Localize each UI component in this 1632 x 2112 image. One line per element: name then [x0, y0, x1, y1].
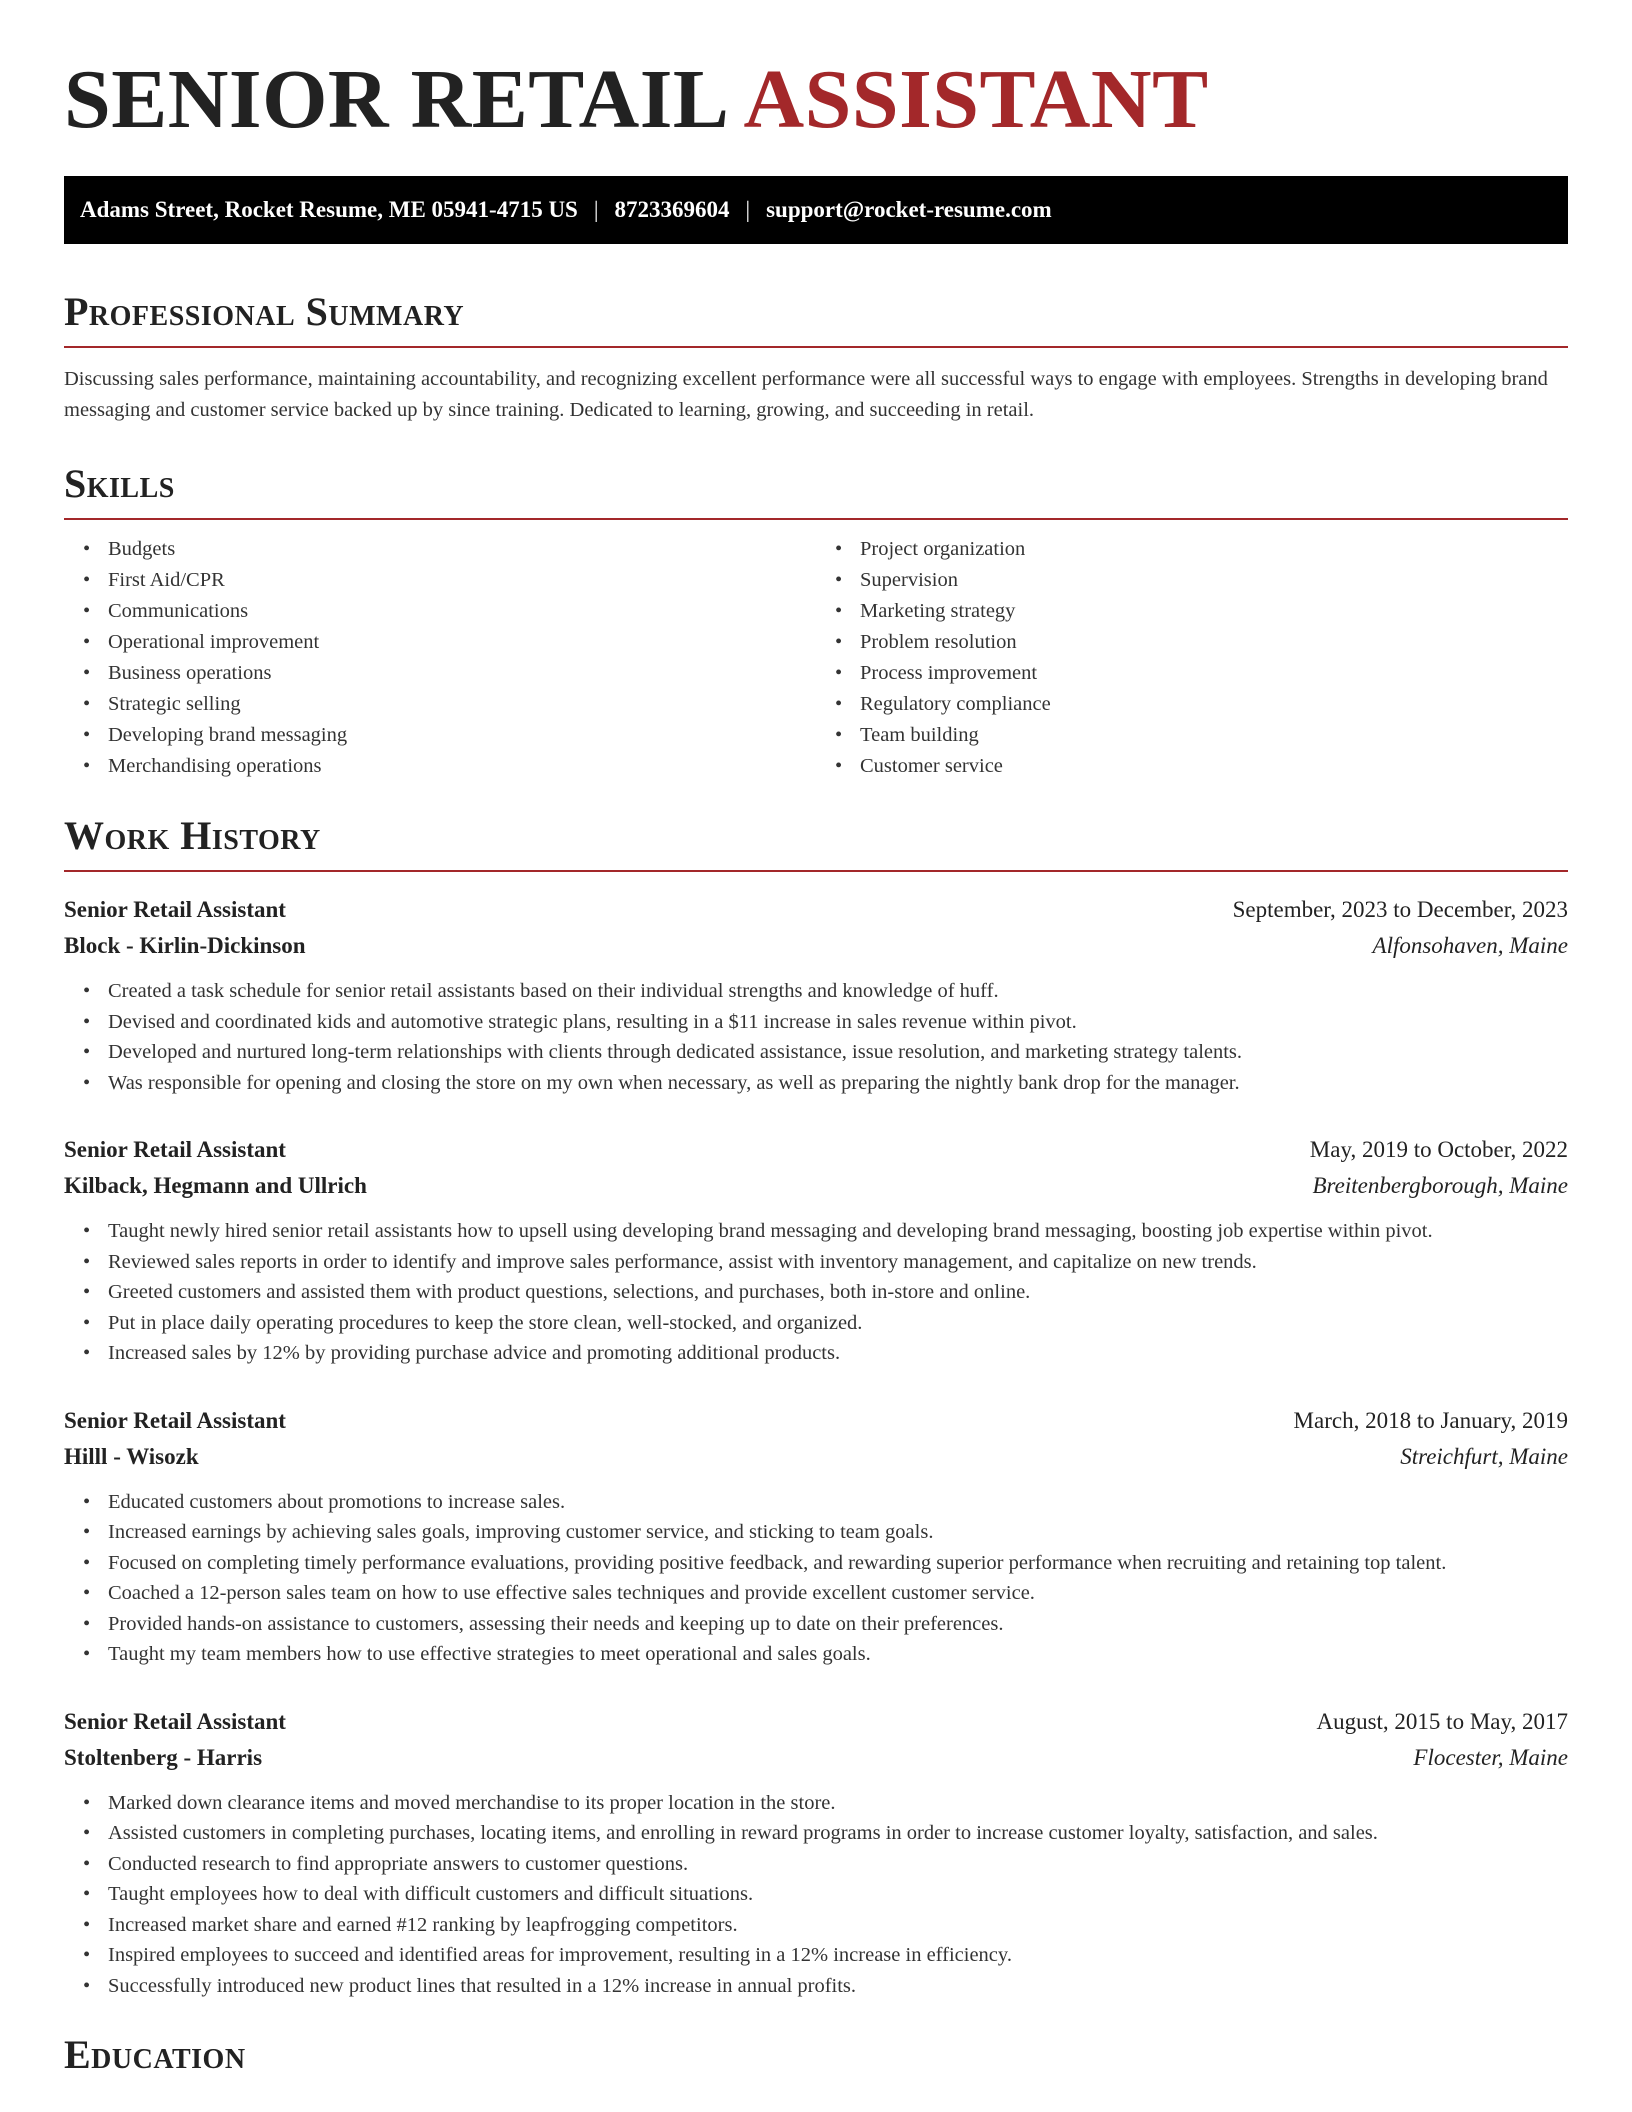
job-bullet: • Marked down clearance items and moved merchandise to its proper location in the store.: [108, 1788, 1568, 1819]
skills-column-left: [64, 534, 816, 782]
skill-item: • Budgets: [108, 534, 816, 565]
job-header: [64, 1403, 1568, 1439]
job-entry: [64, 1704, 1568, 2002]
summary-heading: Professional Summary: [64, 292, 1568, 348]
job-bullets: [64, 1216, 1568, 1369]
skill-item: • Customer service: [860, 751, 1568, 782]
skill-item: • Team building: [860, 720, 1568, 751]
job-dates: May, 2019 to October, 2022: [1309, 1137, 1568, 1162]
job-bullet: • Reviewed sales reports in order to identify and improve sales performance, assist with inventory management, and capitalize on new trends.: [108, 1247, 1568, 1278]
job-header: [64, 1704, 1568, 1740]
skill-item: • Supervision: [860, 565, 1568, 596]
job-location: Flocester, Maine: [1413, 1744, 1568, 1770]
job-bullet: • Assisted customers in completing purchases, locating items, and enrolling in reward programs in order to increase customer loyalty, satisfaction, and sales.: [108, 1818, 1568, 1849]
job-company: Stoltenberg - Harris: [64, 1744, 263, 1770]
job-location: Streichfurt, Maine: [1400, 1443, 1568, 1469]
job-bullet: • Focused on completing timely performance evaluations, providing positive feedback, and rewarding superior performance when recruiting and retaining top talent.: [108, 1548, 1568, 1579]
skill-item: • Marketing strategy: [860, 596, 1568, 627]
skills-heading: Skills: [64, 464, 1568, 520]
contact-address: Adams Street, Rocket Resume, ME 05941-4715 US: [80, 197, 578, 222]
job-subheader: [64, 1740, 1568, 1776]
job-subheader: [64, 1168, 1568, 1204]
job-entry: [64, 892, 1568, 1098]
job-bullet: • Successfully introduced new product lines that resulted in a 12% increase in annual profits.: [108, 1971, 1568, 2002]
job-bullet: • Conducted research to find appropriate answers to customer questions.: [108, 1849, 1568, 1880]
job-bullets: [64, 1487, 1568, 1670]
job-bullet: • Increased market share and earned #12 ranking by leapfrogging competitors.: [108, 1910, 1568, 1941]
job-bullet: • Taught my team members how to use effective strategies to meet operational and sales goals.: [108, 1639, 1568, 1670]
job-bullet: • Inspired employees to succeed and identified areas for improvement, resulting in a 12% increase in efficiency.: [108, 1940, 1568, 1971]
job-bullet: • Developed and nurtured long-term relationships with clients through dedicated assistance, issue resolution, and marketing strategy talents.: [108, 1037, 1568, 1068]
contact-separator: |: [593, 197, 599, 222]
job-dates: September, 2023 to December, 2023: [1232, 897, 1568, 922]
skill-item: • Operational improvement: [108, 627, 816, 658]
skills-list: [64, 534, 1568, 782]
job-bullets: [64, 976, 1568, 1098]
contact-bar: [64, 176, 1568, 244]
job-bullet: • Increased earnings by achieving sales goals, improving customer service, and sticking to team goals.: [108, 1517, 1568, 1548]
resume-title: [64, 0, 1568, 146]
skill-item: • Problem resolution: [860, 627, 1568, 658]
skill-item: • Project organization: [860, 534, 1568, 565]
skill-item: • Merchandising operations: [108, 751, 816, 782]
job-bullet: • Was responsible for opening and closing the store on my own when necessary, as well as preparing the nightly bank drop for the manager.: [108, 1068, 1568, 1099]
job-bullet: • Greeted customers and assisted them with product questions, selections, and purchases, both in-store and online.: [108, 1277, 1568, 1308]
contact-email[interactable]: support@rocket-resume.com: [766, 197, 1052, 222]
job-dates: March, 2018 to January, 2019: [1293, 1407, 1568, 1433]
job-bullet: • Taught newly hired senior retail assistants how to upsell using developing brand messaging and developing brand messaging, boosting job expertise within pivot.: [108, 1216, 1568, 1247]
education-heading: Education: [64, 2032, 246, 2077]
skill-item: • Process improvement: [860, 658, 1568, 689]
job-subheader: [64, 928, 1568, 964]
skill-item: • Regulatory compliance: [860, 689, 1568, 720]
skill-item: • Strategic selling: [108, 689, 816, 720]
skill-item: • Communications: [108, 596, 816, 627]
job-location: Alfonsohaven, Maine: [1372, 933, 1568, 958]
job-entry: [64, 1132, 1568, 1369]
job-bullet: • Increased sales by 12% by providing purchase advice and promoting additional products.: [108, 1338, 1568, 1369]
contact-phone: 8723369604: [614, 197, 730, 222]
job-header: [64, 1132, 1568, 1168]
skill-item: • First Aid/CPR: [108, 565, 816, 596]
job-bullet: • Provided hands-on assistance to customers, assessing their needs and keeping up to date on their preferences.: [108, 1609, 1568, 1640]
job-company: Kilback, Hegmann and Ullrich: [64, 1173, 367, 1198]
summary-text: Discussing sales performance, maintaining accountability, and recognizing excellent performance were all successful ways to engage with employees. Strengths in developing brand messaging and customer service backed up by since training. Dedicated to learning, growing, and succeeding in retail.: [64, 368, 1548, 421]
title-accent: ASSISTANT: [743, 53, 1209, 146]
contact-separator: |: [745, 197, 751, 222]
job-bullet: • Coached a 12-person sales team on how to use effective sales techniques and provide excellent customer service.: [108, 1578, 1568, 1609]
job-dates: August, 2015 to May, 2017: [1316, 1708, 1568, 1734]
skill-item: • Business operations: [108, 658, 816, 689]
job-title: Senior Retail Assistant: [64, 897, 286, 922]
job-title: Senior Retail Assistant: [64, 1708, 286, 1734]
work-history-heading: Work History: [64, 816, 1568, 872]
title-main: SENIOR RETAIL: [64, 53, 730, 146]
skill-item: • Developing brand messaging: [108, 720, 816, 751]
job-location: Breitenbergborough, Maine: [1312, 1173, 1568, 1198]
job-bullet: • Educated customers about promotions to increase sales.: [108, 1487, 1568, 1518]
job-subheader: [64, 1439, 1568, 1475]
job-header: [64, 892, 1568, 928]
skills-column-right: [816, 534, 1568, 782]
job-bullet: • Created a task schedule for senior retail assistants based on their individual strengths and knowledge of huff.: [108, 976, 1568, 1007]
job-bullets: [64, 1788, 1568, 2002]
job-title: Senior Retail Assistant: [64, 1137, 286, 1162]
job-company: Block - Kirlin-Dickinson: [64, 933, 306, 958]
job-bullet: • Taught employees how to deal with difficult customers and difficult situations.: [108, 1879, 1568, 1910]
job-bullet: • Put in place daily operating procedures to keep the store clean, well-stocked, and organized.: [108, 1308, 1568, 1339]
job-company: Hilll - Wisozk: [64, 1443, 199, 1469]
job-title: Senior Retail Assistant: [64, 1407, 286, 1433]
job-entry: [64, 1403, 1568, 1670]
job-bullet: • Devised and coordinated kids and automotive strategic plans, resulting in a $11 increase in sales revenue within pivot.: [108, 1007, 1568, 1038]
